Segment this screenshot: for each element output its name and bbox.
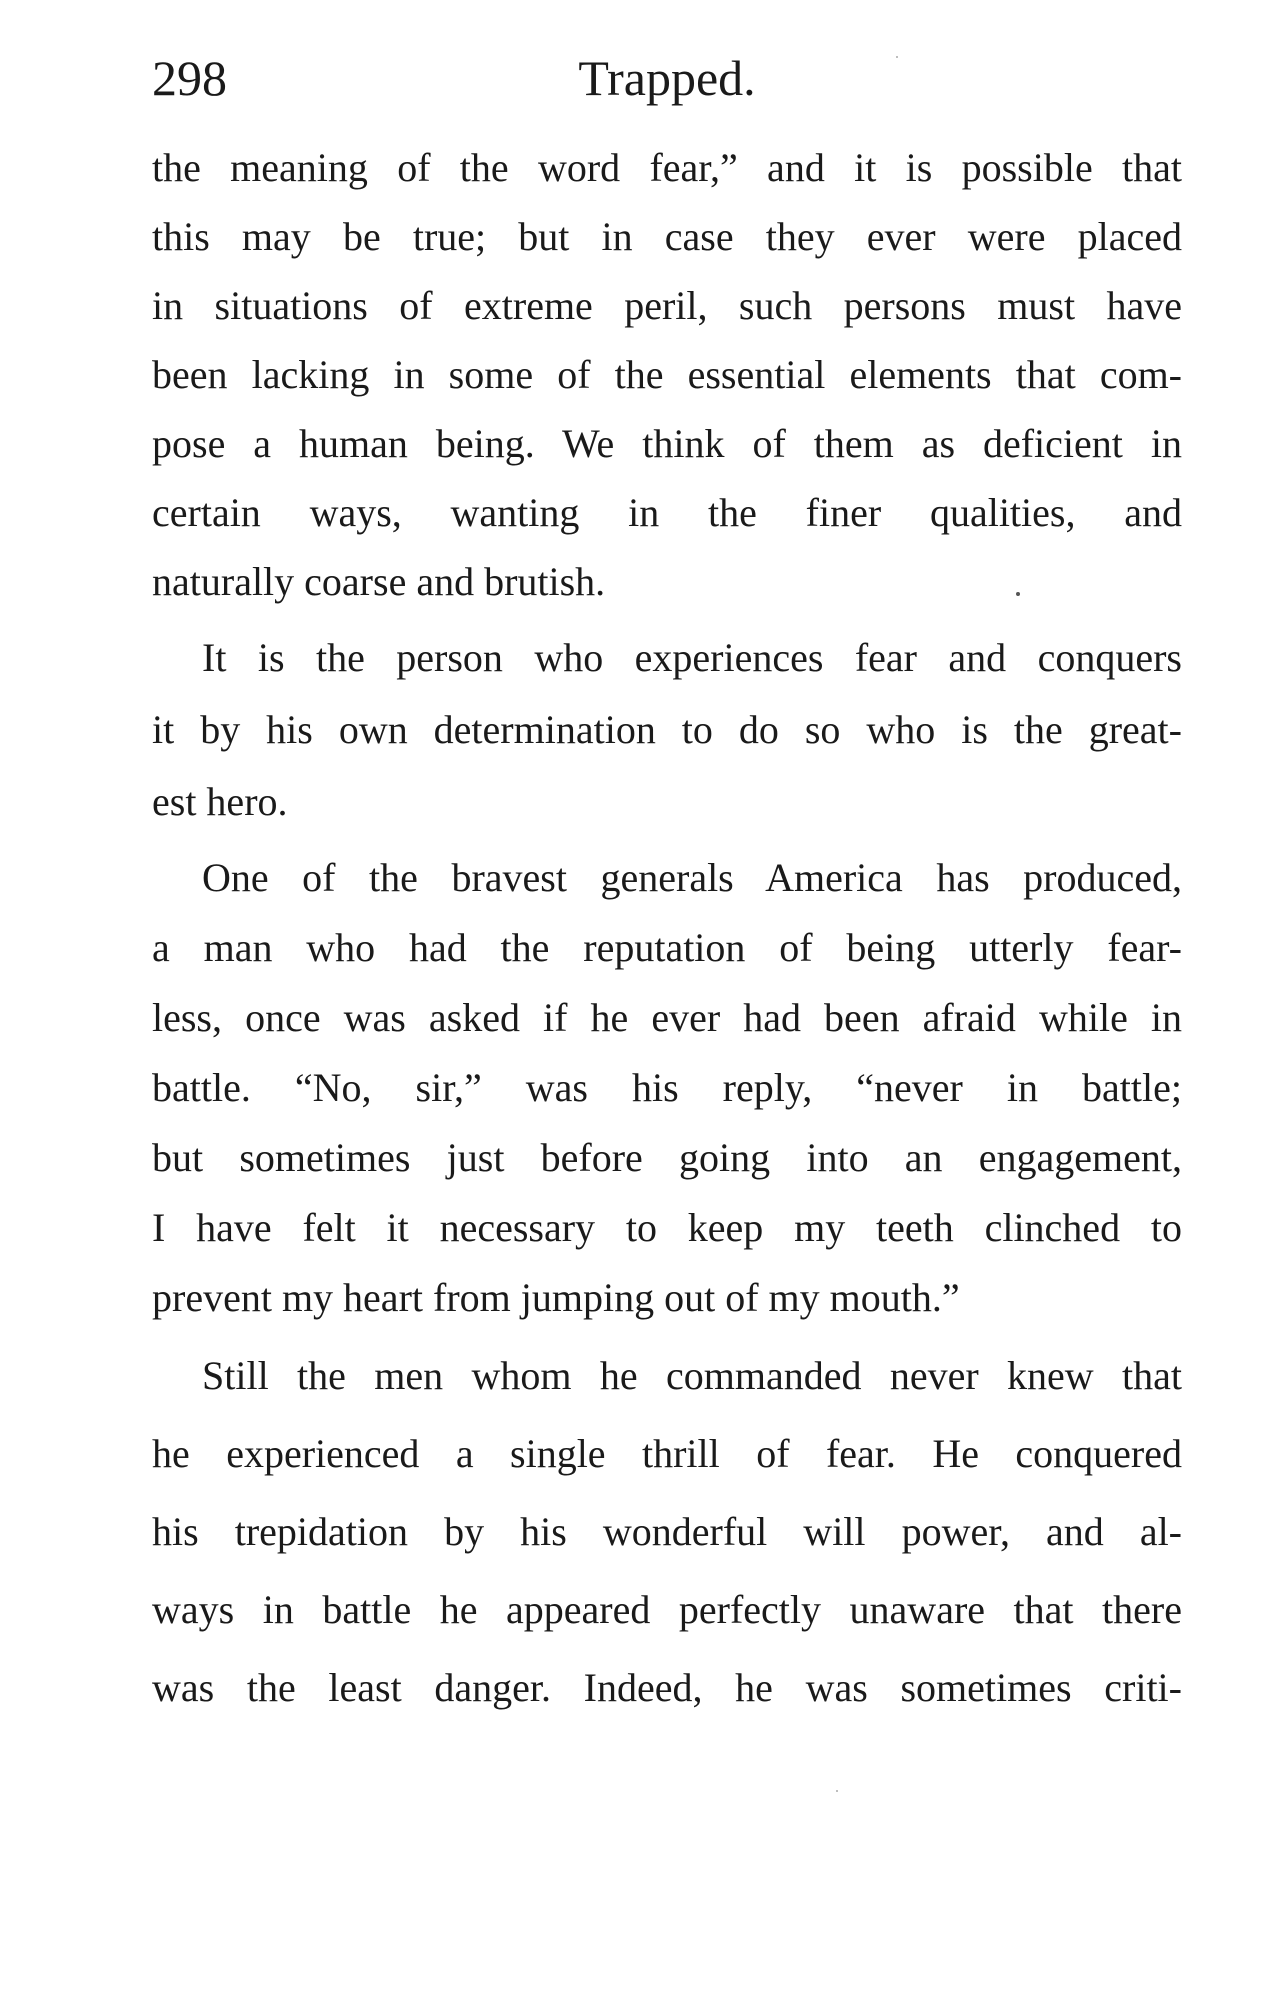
- running-title: Trapped.: [578, 50, 756, 106]
- print-speck: [836, 1790, 838, 1792]
- text-line: it by his own determination to do so who is the great-: [152, 707, 1182, 752]
- text-line: It is the person who experiences fear and conquers: [202, 635, 1182, 680]
- text-line: battle. “No, sir,” was his reply, “never in battle;: [152, 1065, 1182, 1110]
- print-speck: [1016, 592, 1020, 596]
- text-line: I have felt it necessary to keep my teeth clinched to: [152, 1205, 1182, 1250]
- text-line: been lacking in some of the essential elements that com-: [152, 352, 1182, 397]
- text-line: est hero.: [152, 779, 288, 824]
- text-line: One of the bravest generals America has produced,: [202, 855, 1182, 900]
- text-line: the meaning of the word fear,” and it is possible that: [152, 145, 1182, 190]
- text-line: in situations of extreme peril, such persons must have: [152, 283, 1182, 328]
- text-line: Still the men whom he commanded never knew that: [202, 1353, 1182, 1398]
- text-line: this may be true; but in case they ever were placed: [152, 214, 1182, 259]
- page-number: 298: [152, 50, 227, 106]
- text-line: prevent my heart from jumping out of my mouth.”: [152, 1275, 960, 1320]
- text-line: he experienced a single thrill of fear. He conquered: [152, 1431, 1182, 1476]
- text-line: was the least danger. Indeed, he was sometimes criti-: [152, 1665, 1182, 1710]
- page-header: [152, 38, 1182, 118]
- text-line: but sometimes just before going into an engagement,: [152, 1135, 1182, 1180]
- text-line: certain ways, wanting in the finer qualities, and: [152, 490, 1182, 535]
- text-line: ways in battle he appeared perfectly unaware that there: [152, 1587, 1182, 1632]
- text-line: his trepidation by his wonderful will power, and al-: [152, 1509, 1182, 1554]
- text-line: naturally coarse and brutish.: [152, 559, 606, 604]
- text-line: less, once was asked if he ever had been afraid while in: [152, 995, 1182, 1040]
- text-line: pose a human being. We think of them as deficient in: [152, 421, 1182, 466]
- print-speck: [896, 56, 898, 58]
- text-line: a man who had the reputation of being utterly fear-: [152, 925, 1182, 970]
